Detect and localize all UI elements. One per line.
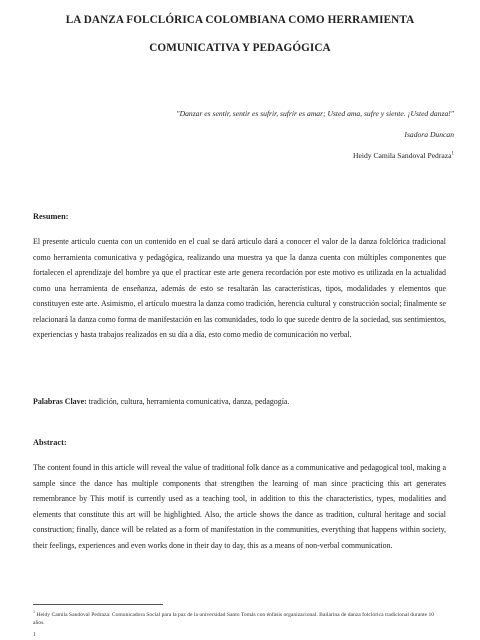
footnote-divider [33,604,163,605]
author-line [353,151,454,160]
resumen-text: El presente articulo cuenta con un contenido en el cual se dará articulo dará a conocer el valor de la danza folclórica tradicional como herramienta comunicativa y pedagógica, realizando una muestra ya que la danza cuenta con múltiples componentes que fortalecen el aprendizaje del hombre ya que el practicar este arte genera recordación por este motivo es utilizada en la actualidad como una herramienta de enseñanza, además de esto se resaltarán las características, tipos, modalidades y elementos que constituyen este arte. Asimismo, el artículo muestra la danza como tradición, herencia cultural y construcción social; finalmente se relacionará la danza como forma de manifestación en las comunidades, todo lo que sucede dentro de la sociedad, sus sentimientos, experiencias y hasta trabajos realizados en su día a día, esto como medio de comunicación no verbal. [33,237,446,340]
title-line-2: COMUNICATIVA Y PEDAGÓGICA [149,42,331,54]
author-name: Heidy Camila Sandoval Pedraza [353,151,452,160]
footnote [33,608,446,628]
epigraph-attribution: Isadora Duncan [404,130,454,139]
abstract-text: The content found in this article will reveal the value of traditional folk dance as a communicative and pedagogical tool, making a sample since the dance has multiple components that strengthen the learning of man since practicing this art generates remembrance by This motif is currently used as a teaching tool, in addition to this the characteristics, types, modalities and elements that constitute this art will be highlighted. Also, the article shows the dance as tradition, cultural heritage and social construction; finally, dance will be related as a form of manifestation in the communities, everything that happens within society, their feelings, experiences and even works done in their day to day, this as a means of non-verbal communication. [33,463,446,550]
footnote-mark: 1 [33,609,35,614]
keywords-label: Palabras Clave: [33,397,87,406]
title-line-1: LA DANZA FOLCLÓRICA COLOMBIANA COMO HERRAMIENTA [65,14,415,26]
page-number: 1 [33,632,36,638]
epigraph-quote: "Danzar es sentir, sentir es sufrir, sufrir es amar; Usted ama, sufre y siente. ¡Usted danza!" [176,109,454,118]
resumen-heading: Resumen: [33,212,69,221]
author-footnote-mark: 1 [451,151,454,157]
keywords-text: tradición, cultura, herramienta comunicativa, danza, pedagogía. [86,397,290,406]
footnote-text: Heidy Camila Sandoval Pedraza: Comunicadora Social para la paz de la universidad Santo Tomás con énfasis organizacional. Bailarina de danza folclórica tradicional durante 10 años. [33,611,435,627]
abstract-heading: Abstract: [33,438,67,447]
keywords-line [33,397,446,406]
